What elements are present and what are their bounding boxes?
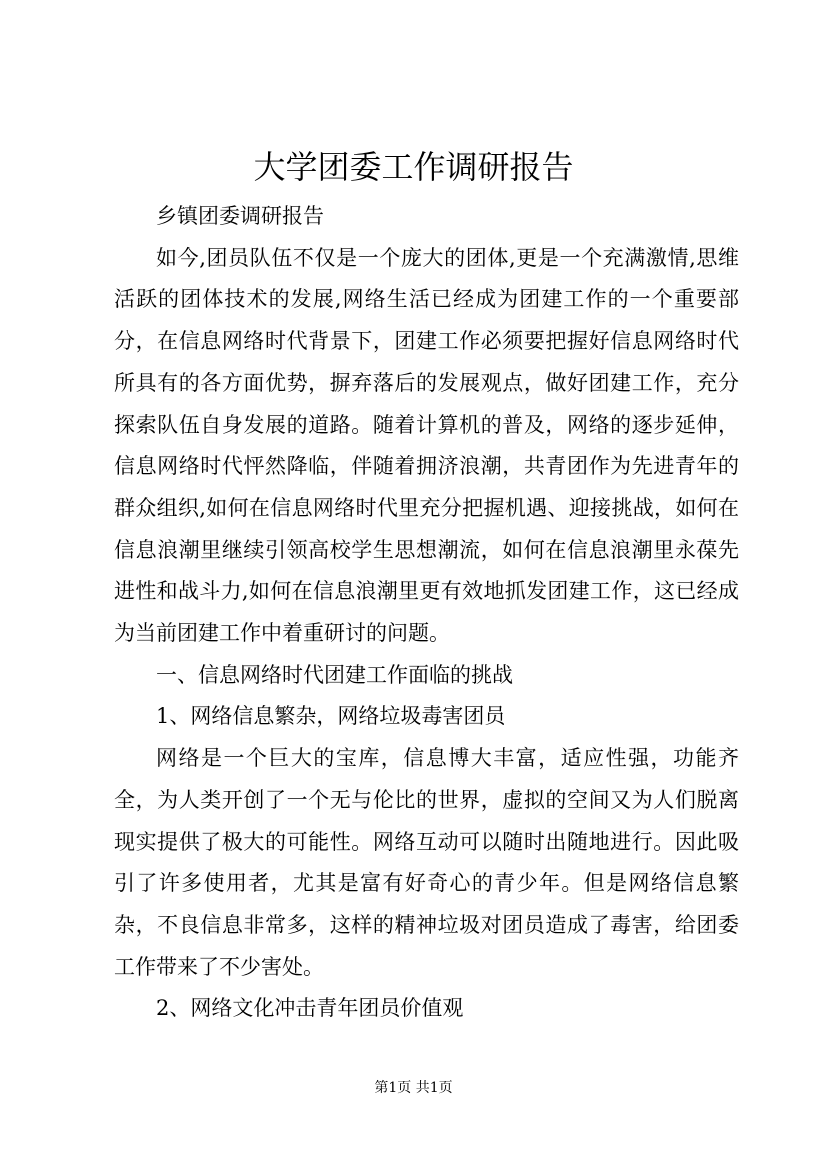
subsection-heading-2: 2、网络文化冲击青年团员价值观 <box>156 996 464 1021</box>
page-footer: 第1页 共1页 <box>374 1080 453 1096</box>
paragraph-intro: 如今,团员队伍不仅是一个庞大的团体,更是一个充满激情,思维活跃的团体技术的发展,网络生活已经成为团建工作的一个重要部分，在信息网络时代背景下，团建工作必须要把握好信息网络时代所具有的各方面优势，摒弃落后的发展观点，做好团建工作，充分探索队伍自身发展的道路。随着计算机的普及，网络的逐步延伸，信息网络时代怦然降临，伴随着拥济浪潮，共青团作为先进青年的群众组织,如何在信息网络时代里充分把握机遇、迎接挑战，如何在信息浪潮里继续引领高校学生思想潮流，如何在信息浪潮里永葆先进性和战斗力,如何在信息浪潮里更有效地抓发团建工作，这已经成为当前团建工作中着重研讨的问题。 <box>114 245 739 646</box>
paragraph-network-info: 网络是一个巨大的宝库，信息博大丰富，适应性强，功能齐全，为人类开创了一个无与伦比的世界，虚拟的空间又为人们脱离现实提供了极大的可能性。网络互动可以随时出随地进行。因此吸引了许多使用者，尤其是富有好奇心的青少年。但是网络信息繁杂，不良信息非常多，这样的精神垃圾对团员造成了毒害，给团委工作带来了不少害处。 <box>114 746 739 979</box>
subsection-heading-1: 1、网络信息繁杂，网络垃圾毒害团员 <box>156 704 506 729</box>
document-body <box>114 196 739 1030</box>
paragraph-subtitle: 乡镇团委调研报告 <box>156 204 324 228</box>
document-title: 大学团委工作调研报告 <box>253 148 574 186</box>
section-heading-1: 一、信息网络时代团建工作面临的挑战 <box>156 662 513 687</box>
